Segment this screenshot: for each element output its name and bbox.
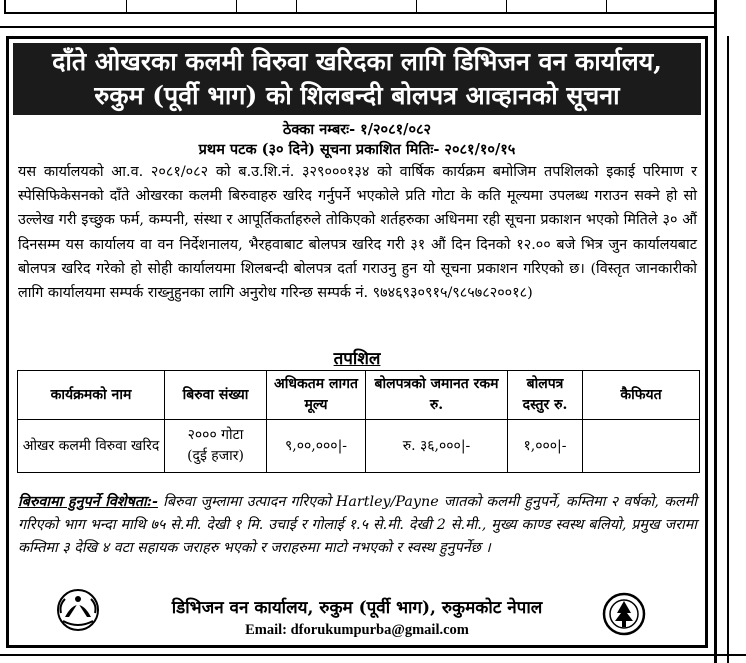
header-bid-fee: बोलपत्र दस्तुर रु. [508, 371, 583, 420]
cell-program: ओखर कलमी विरुवा खरिद [18, 420, 165, 473]
specification-paragraph [18, 491, 697, 560]
schedule-table [17, 370, 700, 473]
cell-quantity [165, 420, 267, 473]
cell-remarks [583, 420, 700, 473]
top-divider [0, 26, 746, 28]
schedule-heading: तपशिल [333, 349, 381, 369]
specification-text: बिरुवा जुम्लामा उत्पादन गरिएको Hartley/Payne जातको कलमी हुनुपर्ने, कम्तिमा २ वर्षको, कलमी गरिएको भाग भन्दा माथि ७५ से.मी. देखी १ मि. उचाई र गोलाई १.५ से.मी. देखी 2 से.मी., मुख्य काण्ड स्वस्थ बलियो, प्रमुख जरामा कम्तिमा ३ देखि ४ वटा सहायक जराहरु भएको र जराहरुमा माटो नभएको र स्वस्थ हुनुपर्नेछ । [18, 494, 697, 556]
notice-title-line-2: रुकुम (पूर्वी भाग) को शिलबन्दी बोलपत्र आव्हानको सूचना [94, 81, 620, 110]
office-name: डिभिजन वन कार्यालय, रुकुम (पूर्वी भाग), रुकुमकोट नेपाल [171, 598, 543, 618]
header-max-cost: अधिकतम लागत मूल्य [267, 371, 366, 420]
notice-title-bar [13, 43, 701, 115]
header-bid-security: बोलपत्रको जमानत रकम रु. [366, 371, 508, 420]
header-quantity: बिरुवा संख्या [165, 371, 267, 420]
specification-lead: बिरुवामा हुनुपर्ने विशेषता:- [18, 494, 158, 510]
quantity-in-words: (दुई हजार) [187, 448, 244, 464]
header-remarks: कैफियत [583, 371, 700, 420]
tender-notice [6, 36, 708, 648]
notice-body: यस कार्यालयको आ.व. २०८१/०८२ को ब.उ.शि.नं. ३२९०००१३४ को वार्षिक कार्यक्रम बमोजिम तपशिलको इकाई परिमाण र स्पेसिफिकेसनको दाँते ओखरका कलमी बिरुवाहरु खरिद गर्नुपर्ने भएकोले प्रति गोटा के कति मूल्यमा उपलब्ध गराउन सक्ने हो सो उल्लेख गरी इच्छुक फर्म, कम्पनी, संस्था र आपूर्तिकर्ताहरुले तोकिएको शर्तहरुका अधिनमा रही सूचना प्रकाशन भएको मितिले ३० औं दिनसम्म यस कार्यालय वा वन निर्देशनालय, भैरहवाबाट बोलपत्र खरिद गरी ३१ औं दिन दिनको १२.०० बजे भित्र जुन कार्यालयबाट बोलपत्र खरिद गरेको हो सोही कार्यालयमा शिलबन्दी बोलपत्र दर्ता गराउनु हुन यो सूचना प्रकाशन गरिएको छ। (विस्तृत जानकारीको लागि कार्यालयमा सम्पर्क राख्नुहुनका लागि अनुरोध गरिन्छ सम्पर्क नं. ९७४६९३०९१५/९८५७८२००१८) [18, 164, 697, 302]
bottom-divider [0, 654, 746, 656]
notice-title-line-1: दाँते ओखरका कलमी विरुवा खरिदका लागि डिभिजन वन कार्यालय, [52, 47, 662, 76]
cell-bid-fee: १,०००|- [508, 420, 583, 473]
header-program: कार्यक्रमको नाम [18, 371, 165, 420]
office-email: Email: dforukumpurba@gmail.com [245, 622, 469, 638]
table-row [18, 420, 700, 473]
adjacent-column-edge [714, 0, 746, 663]
previous-table-bottom [4, 0, 717, 14]
previous-article-edge [0, 0, 746, 34]
publication-date: प्रथम पटक (३० दिने) सूचना प्रकाशित मितिः- २०८१/१०/१५ [198, 141, 516, 158]
contract-number: ठेक्का नम्बरः- १/२०८१/०८२ [282, 121, 432, 138]
table-header-row [18, 371, 700, 420]
cell-max-cost: ९,००,०००|- [267, 420, 366, 473]
cell-bid-security: रु. ३६,०००|- [366, 420, 508, 473]
quantity-value: २००० गोटा [187, 427, 244, 443]
